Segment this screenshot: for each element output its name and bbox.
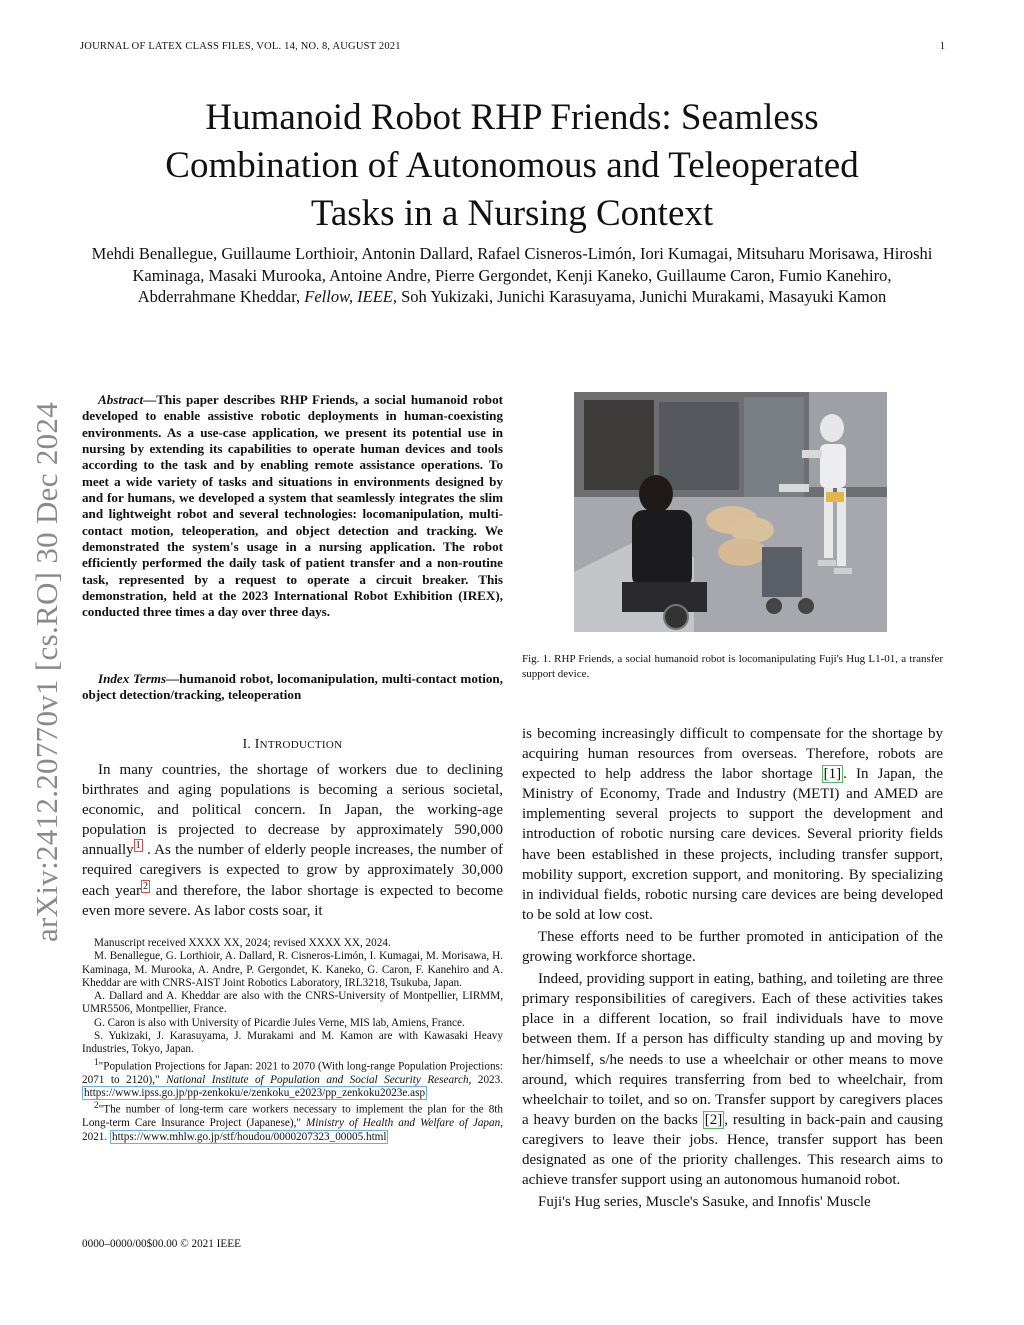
footnote-affiliation: M. Benallegue, G. Lorthioir, A. Dallard, R. Cisneros-Limón, I. Kumagai, M. Morisawa, H. Kaminaga, M. Murooka, A. Andre, P. Gergondet, K. Kaneko, G. Caron, F. Kanehiro and A. Kheddar are with CNRS-AIST Joint Robotics Laboratory, IRL3218, Tsukuba, Japan. (82, 950, 503, 989)
footnote-mark: 1 (94, 1057, 99, 1068)
abstract (82, 392, 503, 621)
title-line: Humanoid Robot RHP Friends: Seamless (205, 97, 819, 138)
footnote-url-link[interactable]: https://www.mhlw.go.jp/stf/houdou/0000207323_00005.html (111, 1130, 387, 1143)
footnote-link[interactable]: 1 (135, 840, 141, 852)
index-terms (82, 671, 503, 704)
footnote-received: Manuscript received XXXX XX, 2024; revised XXXX XX, 2024. (94, 937, 391, 949)
paragraph-text: . As the number of elderly people increases, the number of required caregivers is expected to grow by approximately 30,000 each year (82, 842, 503, 899)
title-line: Tasks in a Nursing Context (310, 193, 714, 234)
citation-link[interactable]: [1] (823, 766, 842, 783)
index-terms-label: Index Terms (98, 671, 167, 686)
intro-right-column: is becoming increasingly difficult to compensate for the shortage by acquiring human resources from overseas. Therefore, robots are expected to help address the labor shortage [1] . In Japan, the Ministry of Economy, Trade and Industry (METI) and AMED are implementing several projects to support the development and introduction of robotic nursing care devices. Several priority fields have been established in these projects, including transfer support, mobility support, excretion support, and monitoring. By specializing in individual fields, robotic nursing care devices are being developed to be sold at low cost. These efforts need to be further promoted in anticipation of the growing workforce shortage. Indeed, providing support in eating, bathing, and toileting are three primary responsibilities of caregivers. Each of these activities takes place in a different location, so frail individuals have to move between them. If a person has difficulty standing up and moving by her/himself, s/he needs to use a wheelchair or other means to move around, which requires transferring from bed to wheelchair, from wheelchair to toilet, and so on. Transfer support by caregivers places a heavy burden on the backs [2] , resulting in back-pain and causing caregivers to leave their jobs. Hence, transfer support has been designated as one of the priority challenges. This research aims to achieve transfer support using an autonomous humanoid robot. Fuji's Hug series, Muscle's Sasuke, and Innofis' Muscle (522, 724, 943, 1214)
footnote-affiliation: A. Dallard and A. Kheddar are also with the CNRS-University of Montpellier, LIRMM, UMR5506, Montpellier, France. (82, 990, 503, 1016)
intro-left-column (82, 760, 503, 921)
page-number: 1 (939, 41, 945, 52)
copyright-line: 0000–0000/00$00.00 © 2021 IEEE (82, 1238, 241, 1250)
figure-1-caption: Fig. 1. RHP Friends, a social humanoid robot is locomanipulating Fuji's Hug L1-01, a transfer support device. (522, 653, 943, 680)
authors-part1: Mehdi Benallegue, Guillaume Lorthioir, Antonin Dallard, Rafael Cisneros-Limón, Iori Kumagai, Mitsuharu Morisawa, Hiroshi Kaminaga, Masaki Murooka, Antoine Andre, Pierre Gergondet, Kenji Kaneko, Guillaume Caron, Fumio Kanehiro, Abderrahmane Kheddar, (91, 244, 933, 306)
paper-title (60, 94, 964, 238)
author-list (90, 243, 934, 308)
authors-part2: Soh Yukizaki, Junichi Karasuyama, Junichi Murakami, Masayuki Kamon (401, 287, 887, 306)
citation-link[interactable]: [2] (704, 1111, 723, 1128)
section-title-rest: NTRODUCTION (259, 739, 343, 751)
footnote-1: $^1$"Population Projections for Japan: 2021 to 2070 (With long-range Population Projections: 2071 to 2120)," National Institute of Population and Social Security Research, 2023. https://www.ipss.go.jp/pp-zenkoku/e/zenkoku_e2023/pp_zenkoku2023e.asp (82, 1057, 504, 1099)
footnote-2: $^2$"The number of long-term care workers necessary to implement the plan for the 8th Long-term Care Insurance Project (Japanese)," Ministry of Health and Welfare of Japan, 2021. https://www.mhlw.go.jp/stf/houdou/0000207323_00005.html (82, 1101, 503, 1143)
footnote-link[interactable]: 2 (143, 880, 149, 892)
paragraph: Fuji's Hug series, Muscle's Sasuke, and Innofis' Muscle (538, 1194, 871, 1211)
paragraph: These efforts need to be further promoted in anticipation of the growing workforce shortage. (522, 928, 943, 966)
paragraph-text: In many countries, the shortage of workers due to declining birthrates and aging populations is becoming a serious societal, economic, and political concern. In Japan, the working-age population is projected to decrease by approximately 590,000 annually (82, 762, 503, 859)
figure-1-photo (574, 392, 887, 632)
section-heading (82, 736, 503, 752)
footnote-affiliation: G. Caron is also with University of Picardie Jules Verne, MIS lab, Amiens, France. (94, 1016, 465, 1029)
footnote-mark: 2 (94, 1101, 99, 1112)
index-terms-text: —humanoid robot, locomanipulation, multi-contact motion, object detection/tracking, teleoperation (82, 671, 503, 703)
authors-fellow: Fellow, IEEE, (304, 287, 397, 306)
abstract-label: Abstract (98, 392, 144, 407)
section-first-letter: I (254, 736, 260, 751)
paragraph-text: and therefore, the labor shortage is expected to become even more severe. As labor costs soar, it (82, 882, 503, 919)
running-head: JOURNAL OF LATEX CLASS FILES, VOL. 14, NO. 8, AUGUST 2021 (80, 41, 401, 52)
footnotes (82, 937, 503, 1144)
abstract-text: —This paper describes RHP Friends, a social humanoid robot developed to enable assistive robotic deployments in human-coexisting environments. As a use-case application, we present its potential use in nursing by extending its capabilities to operate human devices and tools according to the task and by enabling remote assistance operations. To meet a wide variety of tasks and situations in environments designed by and for humans, we developed a system that seamlessly integrates the slim and lightweight robot and several technologies: locomanipulation, multi-contact motion, teleoperation, and object detection and tracking. We demonstrated the system's usage in a nursing application. The robot efficiently performed the daily task of patient transfer and a non-routine task, represented by a request to operate a circuit breaker. This demonstration, held at the 2023 International Robot Exhibition (IREX), conducted three times a day over three days. (82, 392, 503, 620)
arxiv-side-stamp: arXiv:2412.20770v1 [cs.RO] 30 Dec 2024 (29, 401, 64, 942)
footnote-affiliation: S. Yukizaki, J. Karasuyama, J. Murakami and M. Kamon are with Kawasaki Heavy Industries, Tokyo, Japan. (82, 1030, 503, 1056)
section-numeral: I. (242, 736, 255, 751)
footnote-url-link[interactable]: https://www.ipss.go.jp/pp-zenkoku/e/zenkoku_e2023/pp_zenkoku2023e.asp (84, 1087, 426, 1099)
title-line: Combination of Autonomous and Teleoperated (165, 145, 859, 186)
